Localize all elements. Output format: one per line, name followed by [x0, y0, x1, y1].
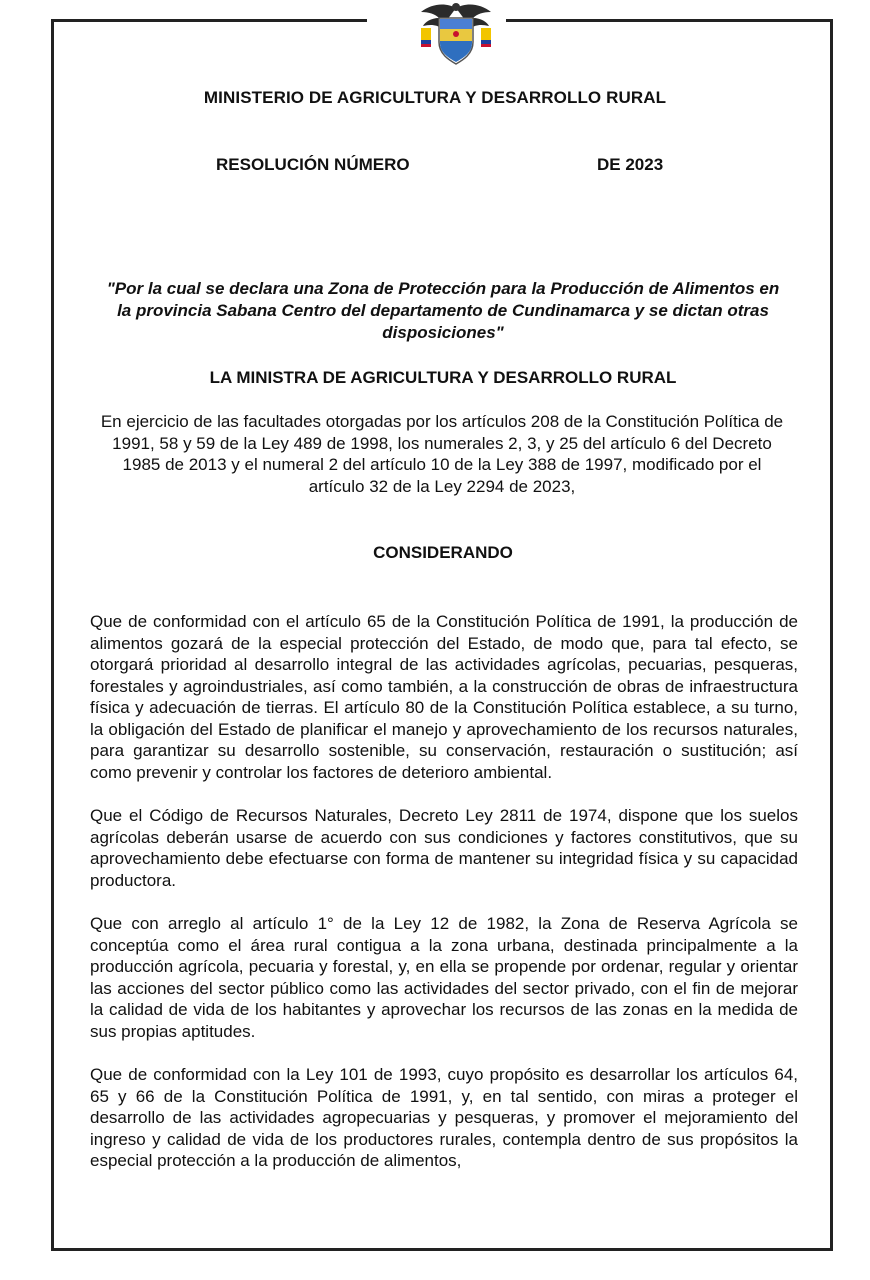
considerando-heading: CONSIDERANDO [373, 543, 513, 562]
frame-top-border-left [51, 19, 367, 22]
resolution-title: "Por la cual se declara una Zona de Protección para la Producción de Alimentos en la provincia Sabana Centro del departamento de Cundinamarca y se dictan otras disposiciones" [106, 279, 780, 342]
considerando-paragraph: Que el Código de Recursos Naturales, Decreto Ley 2811 de 1974, dispone que los suelos agrícolas deberán usarse de acuerdo con sus condiciones y factores constitutivos, que su aprovechamiento debe efectuarse con forma de mantener su integridad física y su capacidad productora. [90, 806, 798, 890]
frame-top-border-right [506, 19, 833, 22]
faculties-paragraph: En ejercicio de las facultades otorgadas por los artículos 208 de la Constitución Política de 1991, 58 y 59 de la Ley 489 de 1998, los numerales 2, 3, y 25 del artículo 6 del Decreto 1985 de 2013 y el numeral 2 del artículo 10 de la Ley 388 de 1997, modificado por el artículo 32 de la Ley 2294 de 2023, [100, 412, 784, 496]
considerando-paragraph: Que de conformidad con la Ley 101 de 1993, cuyo propósito es desarrollar los artículos 64, 65 y 66 de la Constitución Política de 1991, y, en tal sentido, con miras a proteger el desarrollo de las actividades agropecuarias y pesqueras, y promover el mejoramiento del ingreso y calidad de vida de los productores rurales, contempla dentro de sus propósitos la especial protección a la producción de alimentos, [90, 1065, 798, 1170]
resolution-number-label: RESOLUCIÓN NÚMERO [216, 155, 410, 174]
considerando-paragraph: Que con arreglo al artículo 1° de la Ley 12 de 1982, la Zona de Reserva Agrícola se conceptúa como el área rural contigua a la zona urbana, destinada principalmente a la producción agrícola, pecuaria y forestal, y, en ella se propende por ordenar, regular y orientar las acciones del sector público como las actividades del sector privado, con el fin de mejorar la calidad de vida de los habitantes y aprovechar los recursos de las zonas en la medida de sus propias aptitudes. [90, 914, 798, 1041]
considerando-paragraph: Que de conformidad con el artículo 65 de la Constitución Política de 1991, la producción de alimentos gozará de la especial protección del Estado, de modo que, para tal efecto, se otorgará prioridad al desarrollo integral de las actividades agrícolas, pecuarias, pesqueras, forestales y agroindustriales, así como también, a la construcción de obras de infraestructura física y adecuación de tierras. El artículo 80 de la Constitución Política establece, a su turno, la obligación del Estado de planificar el manejo y aprovechamiento de los recursos naturales, para garantizar su desarrollo sostenible, su conservación, restauración o sustitución; así como prevenir y controlar los factores de deterioro ambiental. [90, 612, 798, 782]
ministry-heading: MINISTERIO DE AGRICULTURA Y DESARROLLO RURAL [203, 88, 667, 107]
colombia-coat-of-arms-icon [415, 0, 497, 66]
issuer-heading: LA MINISTRA DE AGRICULTURA Y DESARROLLO RURAL [209, 368, 677, 387]
considerando-body [90, 611, 798, 1194]
resolution-year-label: DE 2023 [597, 155, 664, 174]
